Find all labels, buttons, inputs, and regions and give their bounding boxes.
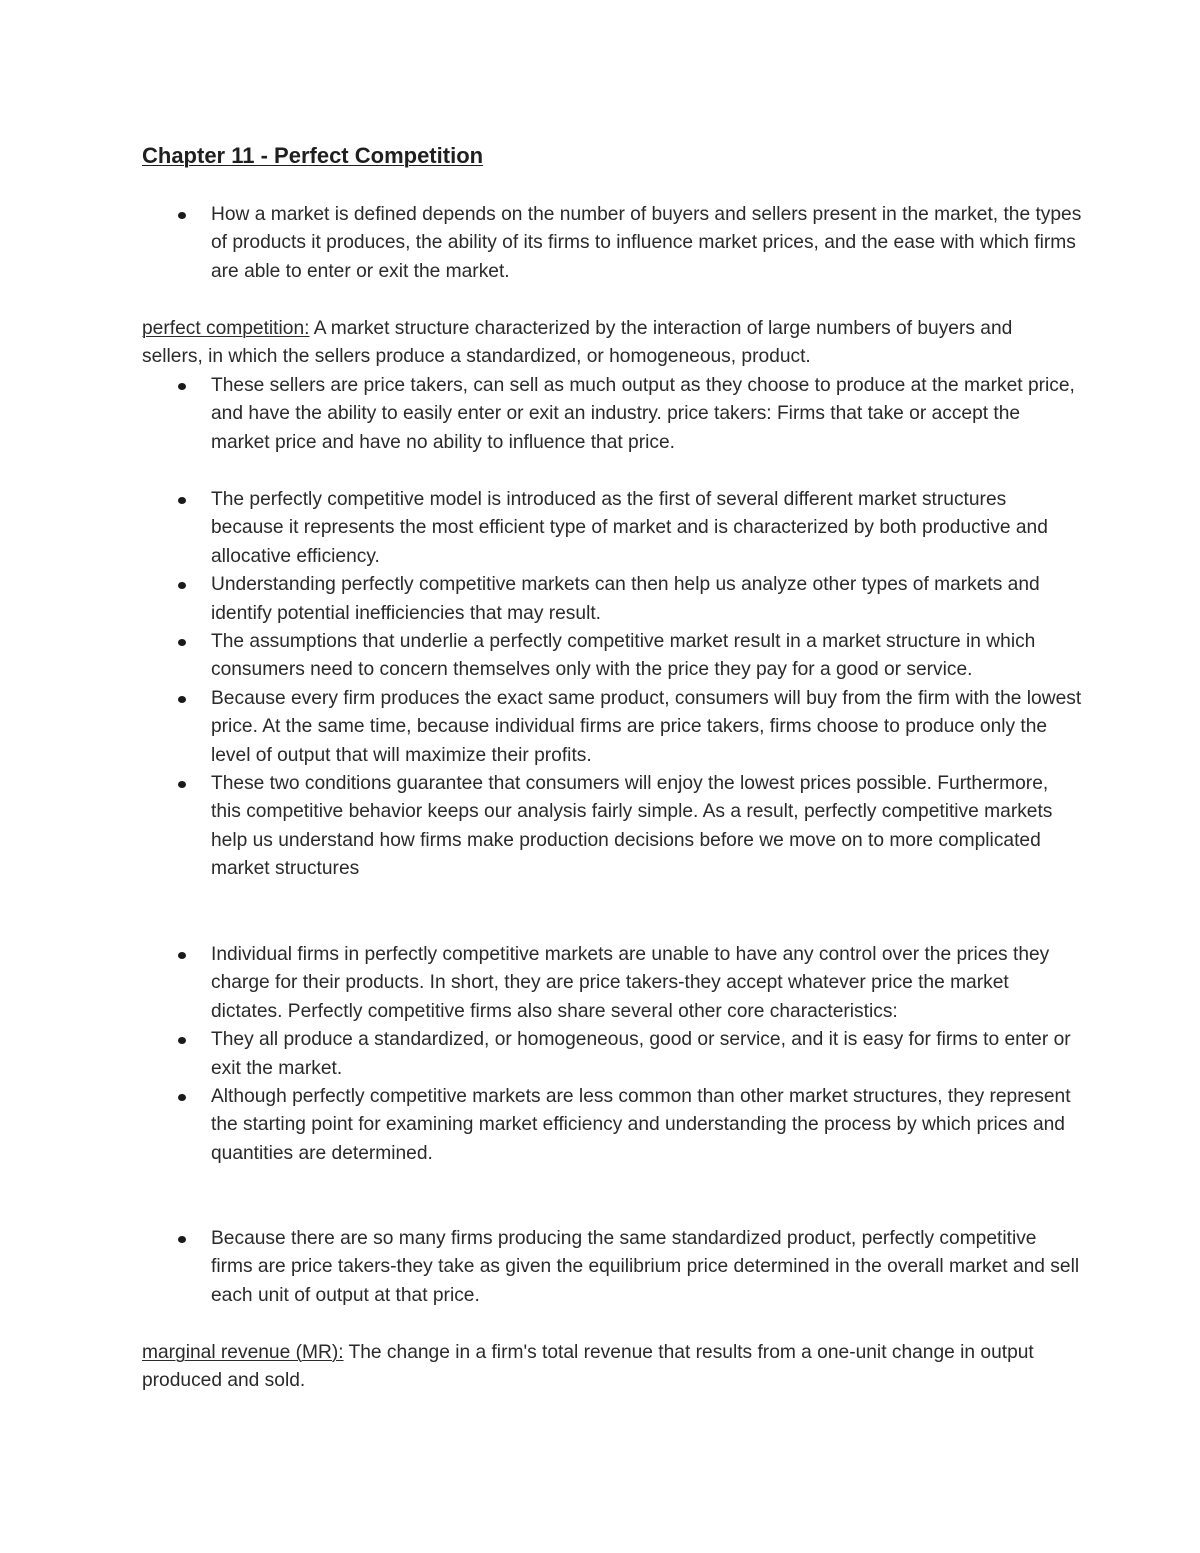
list-item <box>142 571 1082 628</box>
bullet-icon <box>178 696 186 703</box>
list-item <box>142 685 1082 770</box>
bullet-icon <box>178 497 186 504</box>
bullet-list-2 <box>142 486 1082 884</box>
bullet-list-3 <box>142 941 1082 1168</box>
definition-perfect-competition <box>142 315 1072 372</box>
list-item-text: The assumptions that underlie a perfectly competitive market result in a market structure in which consumers need to concern themselves only with the price they pay for a good or service. <box>211 631 1036 681</box>
list-item-text: How a market is defined depends on the number of buyers and sellers present in the market, the types of products it produces, the ability of its firms to influence market prices, and the ease with which firms are able to enter or exit the market. <box>211 204 1082 282</box>
list-item-text: Because every firm produces the exact same product, consumers will buy from the firm with the lowest price. At the same time, because individual firms are price takers, firms choose to produce only the level of output that will maximize their profits. <box>211 687 1082 766</box>
page-title: Chapter 11 - Perfect Competition <box>142 143 484 168</box>
definition-term: perfect competition: <box>142 318 310 339</box>
list-item <box>142 628 1082 685</box>
list-item-text: They all produce a standardized, or homogeneous, good or service, and it is easy for firms to enter or exit the market. <box>211 1029 1071 1079</box>
bullet-list-4 <box>142 1225 1082 1310</box>
list-item-text: Individual firms in perfectly competitive markets are unable to have any control over the prices they charge for their products. In short, they are price takers-they accept whatever price the market dictates. Perfectly competitive firms also share several other core characteristics: <box>211 944 1050 1022</box>
list-item <box>142 372 1082 457</box>
list-item <box>142 1083 1082 1168</box>
bullet-icon <box>178 781 186 788</box>
list-item <box>142 770 1082 884</box>
list-item-text: Understanding perfectly competitive markets can then help us analyze other types of markets and identify potential inefficiencies that may result. <box>211 574 1040 624</box>
list-item-text: Although perfectly competitive markets are less common than other market structures, they represent the starting point for examining market efficiency and understanding the process by which prices and quantities are determined. <box>211 1086 1071 1164</box>
list-item <box>142 201 1082 286</box>
list-item-text: Because there are so many firms producing the same standardized product, perfectly competitive firms are price takers-they take as given the equilibrium price determined in the overall market and sell each unit of output at that price. <box>211 1228 1080 1306</box>
list-item <box>142 1225 1082 1310</box>
bullet-icon <box>178 952 186 959</box>
bullet-icon <box>178 1037 186 1044</box>
bullet-icon <box>178 1236 186 1243</box>
list-item <box>142 941 1082 1026</box>
bullet-icon <box>178 639 186 646</box>
bullet-icon <box>178 212 186 219</box>
definition-text: The change in a firm's total revenue that results from a one-unit change in output produced and sold. <box>142 1342 1034 1392</box>
bullet-list-1 <box>142 372 1082 457</box>
list-item-text: The perfectly competitive model is introduced as the first of several different market structures because it represents the most efficient type of market and is characterized by both productive and allocative efficiency. <box>211 489 1048 567</box>
definition-term: marginal revenue (MR): <box>142 1342 344 1363</box>
bullet-icon <box>178 582 186 589</box>
list-item <box>142 1026 1082 1083</box>
list-item-text: These two conditions guarantee that consumers will enjoy the lowest prices possible. Furthermore, this competitive behavior keeps our analysis fairly simple. As a result, perfectly competitive markets help us understand how firms make production decisions before we move on to more complicated market structures <box>211 773 1053 880</box>
bullet-icon <box>178 383 186 390</box>
definition-marginal-revenue <box>142 1339 1072 1396</box>
list-item <box>142 486 1082 571</box>
bullet-icon <box>178 1094 186 1101</box>
definition-text: A market structure characterized by the interaction of large numbers of buyers and sellers, in which the sellers produce a standardized, or homogeneous, product. <box>142 318 1013 368</box>
intro-bullet-list <box>142 201 1082 286</box>
list-item-text: These sellers are price takers, can sell as much output as they choose to produce at the market price, and have the ability to easily enter or exit an industry. price takers: Firms that take or accept the market price and have no ability to influence that price. <box>211 375 1075 453</box>
